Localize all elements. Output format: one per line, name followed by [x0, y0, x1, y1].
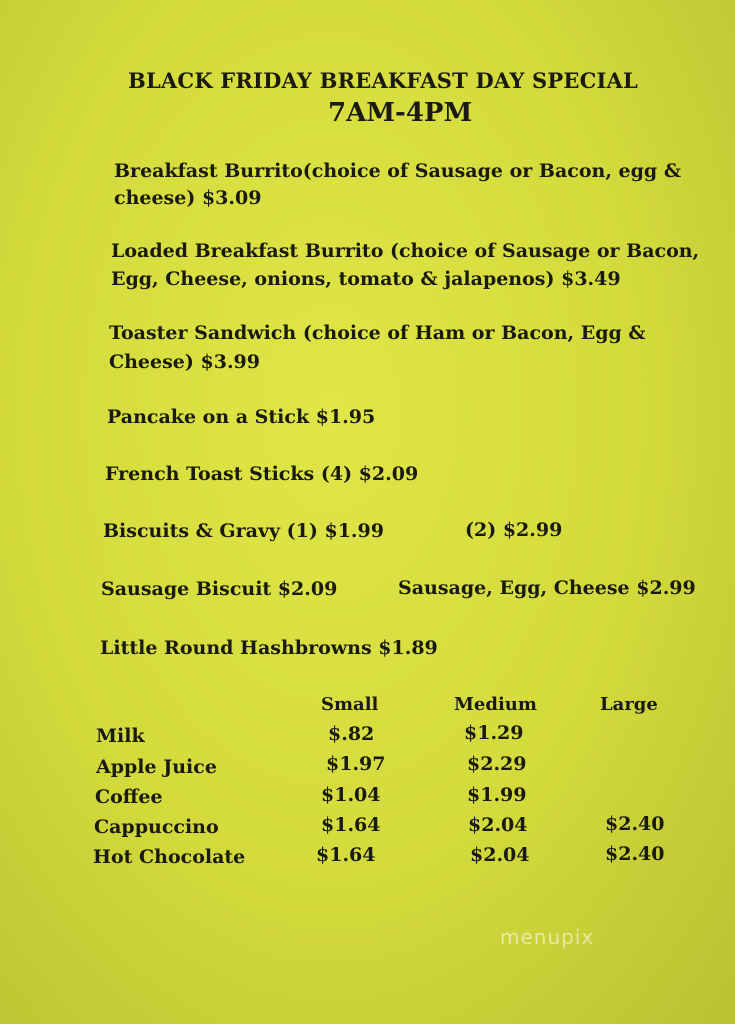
- drink-name: Milk: [96, 725, 145, 747]
- menu-title: BLACK FRIDAY BREAKFAST DAY SPECIAL: [128, 68, 638, 93]
- item-biscuits-gravy: Biscuits & Gravy (1) $1.99: [103, 520, 384, 542]
- drink-price-small: $1.64: [321, 814, 381, 836]
- item-toaster-sandwich-line2: Cheese) $3.99: [109, 351, 260, 373]
- drink-name: Apple Juice: [96, 756, 217, 778]
- drinks-header-small: Small: [321, 694, 379, 715]
- item-breakfast-burrito-line2: cheese) $3.09: [114, 187, 262, 209]
- drink-price-medium: $1.99: [467, 784, 527, 806]
- drink-price-small: $1.97: [326, 753, 386, 775]
- menu-hours: 7AM-4PM: [328, 98, 473, 128]
- menupix-watermark: menupix: [500, 925, 595, 949]
- item-pancake-stick: Pancake on a Stick $1.95: [107, 406, 376, 428]
- drink-price-large: $2.40: [605, 813, 665, 835]
- drink-price-medium: $2.04: [468, 814, 528, 836]
- drink-price-small: $1.64: [316, 844, 376, 866]
- drink-name: Coffee: [95, 786, 163, 808]
- drink-price-medium: $2.04: [470, 844, 530, 866]
- drink-price-medium: $1.29: [464, 722, 524, 744]
- drink-price-small: $.82: [328, 723, 375, 745]
- item-sausage-biscuit: Sausage Biscuit $2.09: [101, 578, 338, 600]
- item-biscuits-gravy-2: (2) $2.99: [465, 519, 563, 541]
- item-french-toast: French Toast Sticks (4) $2.09: [105, 463, 419, 485]
- drinks-header-medium: Medium: [454, 694, 537, 715]
- drink-name: Cappuccino: [94, 816, 219, 838]
- item-loaded-burrito-line1: Loaded Breakfast Burrito (choice of Sausage or Bacon,: [111, 240, 700, 262]
- item-toaster-sandwich-line1: Toaster Sandwich (choice of Ham or Bacon, Egg &: [109, 322, 646, 344]
- drink-price-large: $2.40: [605, 843, 665, 865]
- item-hashbrowns: Little Round Hashbrowns $1.89: [100, 637, 438, 659]
- drink-price-small: $1.04: [321, 784, 381, 806]
- item-breakfast-burrito-line1: Breakfast Burrito(choice of Sausage or Bacon, egg &: [114, 160, 681, 182]
- item-loaded-burrito-line2: Egg, Cheese, onions, tomato & jalapenos) $3.49: [111, 268, 621, 290]
- drink-name: Hot Chocolate: [93, 846, 246, 868]
- item-sausage-egg-cheese: Sausage, Egg, Cheese $2.99: [398, 577, 696, 599]
- drinks-header-large: Large: [600, 694, 658, 715]
- drink-price-medium: $2.29: [467, 753, 527, 775]
